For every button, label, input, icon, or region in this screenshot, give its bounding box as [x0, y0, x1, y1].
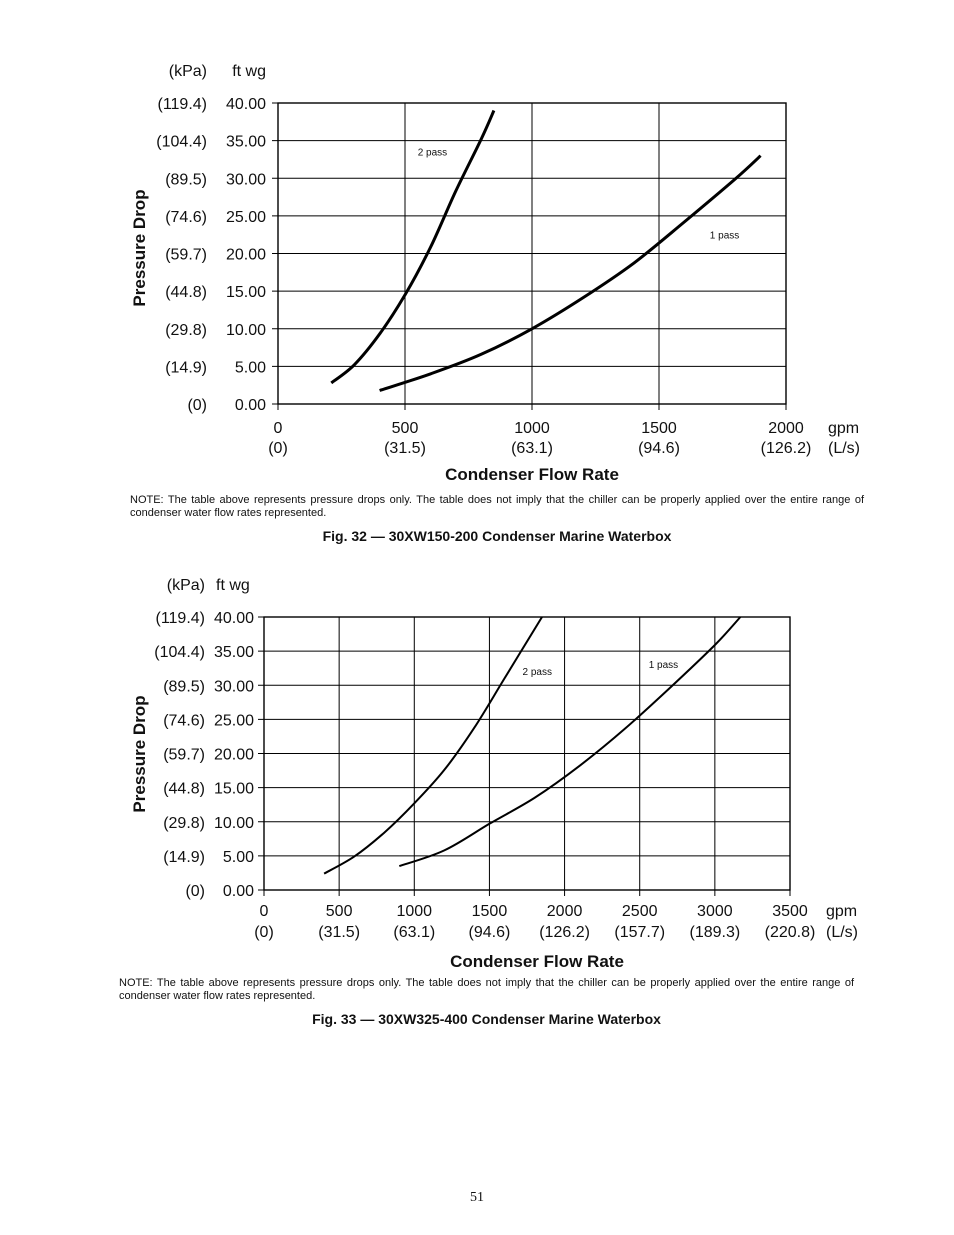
x-tick-label-ls: (126.2) [760, 440, 812, 457]
x-tick-label-ls: (220.8) [764, 924, 816, 941]
y-tick-label-kpa: (29.8) [165, 321, 207, 339]
page-number: 51 [470, 1190, 484, 1205]
x-axis-title: Condenser Flow Rate [450, 952, 624, 971]
y-tick-label-ftwg: 5.00 [234, 359, 266, 377]
y-tick-label-kpa: (14.9) [163, 848, 205, 866]
x-tick-label-ls: (126.2) [539, 924, 590, 941]
x-tick-label-ls: (0) [254, 924, 274, 941]
y-tick-label-ftwg: 15.00 [225, 284, 266, 302]
y-tick-label-kpa: (104.4) [154, 644, 205, 662]
x-tick-label-ls: (157.7) [614, 924, 666, 941]
y-tick-label-kpa: (89.5) [163, 678, 205, 696]
series-label-2-pass: 2 pass [522, 667, 552, 679]
y-tick-label-kpa: (44.8) [163, 780, 205, 798]
y-tick-label-ftwg: 0.00 [234, 397, 266, 414]
y-unit-kpa: (kPa) [168, 63, 207, 80]
x-tick-label-gpm: 3500 [772, 903, 808, 920]
x-tick-label-gpm: 500 [325, 903, 353, 920]
y-tick-label-ftwg: 40.00 [225, 96, 266, 113]
y-tick-label-kpa: (44.8) [165, 284, 207, 302]
y-tick-label-kpa: (89.5) [165, 171, 207, 189]
x-tick-label-gpm: 2000 [768, 420, 804, 437]
x-tick-label-gpm: 2000 [546, 903, 583, 920]
x-tick-label-gpm: 500 [391, 420, 419, 437]
y-tick-label-kpa: (104.4) [156, 133, 207, 151]
y-tick-label-ftwg: 5.00 [222, 848, 254, 866]
y-tick-label-ftwg: 25.00 [225, 208, 266, 226]
y-tick-label-ftwg: 35.00 [213, 644, 254, 662]
y-tick-label-kpa: (29.8) [163, 814, 205, 832]
x-tick-label-gpm: 0 [273, 420, 283, 437]
x-tick-label-ls: (189.3) [689, 924, 741, 941]
y-unit-ftwg: ft wg [232, 63, 266, 80]
x-tick-label-gpm: 1500 [641, 420, 677, 437]
x-tick-label-ls: (31.5) [384, 440, 426, 457]
y-axis-title: Pressure Drop [130, 695, 149, 813]
series-label-1-pass: 1 pass [709, 230, 740, 242]
caption-fig-33: Fig. 33 — 30XW325-400 Condenser Marine Waterbox [312, 1011, 661, 1027]
x-unit-ls: (L/s) [826, 924, 858, 941]
y-tick-label-kpa: (74.6) [165, 208, 207, 226]
y-tick-label-ftwg: 15.00 [213, 780, 254, 798]
y-tick-label-kpa: (0) [187, 397, 207, 414]
series-line-1-pass [399, 617, 740, 866]
x-tick-label-ls: (63.1) [393, 924, 436, 941]
x-tick-label-ls: (63.1) [511, 440, 553, 457]
x-axis-title: Condenser Flow Rate [445, 465, 619, 484]
x-tick-label-gpm: 1500 [471, 903, 508, 920]
series-group [324, 617, 740, 874]
x-tick-label-ls: (31.5) [318, 924, 361, 941]
y-tick-label-ftwg: 20.00 [213, 746, 254, 764]
y-tick-label-ftwg: 30.00 [225, 171, 266, 189]
grid-lines [258, 617, 790, 896]
y-tick-label-kpa: (59.7) [163, 746, 205, 764]
series-label-2-pass: 2 pass [417, 147, 448, 159]
y-tick-label-ftwg: 10.00 [213, 814, 254, 832]
y-unit-kpa: (kPa) [166, 577, 205, 594]
series-line-2-pass [324, 617, 542, 874]
y-tick-labels [154, 610, 254, 900]
y-tick-label-ftwg: 25.00 [213, 712, 254, 730]
note-fig-33: NOTE: The table above represents pressure drops only. The table does not imply that the chiller can be properly applied over the entire range of condenser water flow rates represented. [119, 977, 854, 1002]
caption-fig-32: Fig. 32 — 30XW150-200 Condenser Marine Waterbox [322, 528, 672, 544]
series-label-1-pass: 1 pass [648, 660, 679, 672]
x-unit-gpm: gpm [826, 903, 858, 920]
y-tick-label-kpa: (74.6) [163, 712, 205, 730]
y-tick-label-kpa: (119.4) [157, 96, 207, 113]
x-tick-label-ls: (94.6) [468, 924, 511, 941]
y-unit-ftwg: ft wg [216, 577, 250, 594]
y-tick-label-kpa: (119.4) [155, 610, 205, 627]
y-tick-label-kpa: (0) [185, 883, 205, 900]
y-tick-label-ftwg: 30.00 [213, 678, 254, 696]
x-tick-label-gpm: 2500 [621, 903, 658, 920]
x-tick-label-gpm: 1000 [396, 903, 433, 920]
y-axis-title: Pressure Drop [130, 189, 149, 307]
x-tick-label-gpm: 1000 [514, 420, 550, 437]
x-tick-labels [254, 903, 815, 941]
x-tick-label-gpm: 0 [259, 903, 269, 920]
y-tick-label-ftwg: 35.00 [225, 133, 266, 151]
y-tick-label-ftwg: 10.00 [225, 321, 266, 339]
y-tick-label-ftwg: 20.00 [225, 246, 266, 264]
x-tick-label-ls: (94.6) [638, 440, 680, 457]
y-tick-label-ftwg: 40.00 [213, 610, 254, 627]
y-tick-label-kpa: (14.9) [165, 359, 207, 377]
x-unit-ls: (L/s) [828, 440, 860, 457]
x-unit-gpm: gpm [828, 420, 860, 437]
x-tick-label-gpm: 3000 [697, 903, 733, 920]
x-tick-label-ls: (0) [268, 440, 288, 457]
note-fig-32: NOTE: The table above represents pressure drops only. The table does not imply that the chiller can be properly applied over the entire range of condenser water flow rates represented. [130, 494, 864, 519]
y-tick-label-kpa: (59.7) [165, 246, 207, 264]
y-tick-label-ftwg: 0.00 [222, 883, 254, 900]
